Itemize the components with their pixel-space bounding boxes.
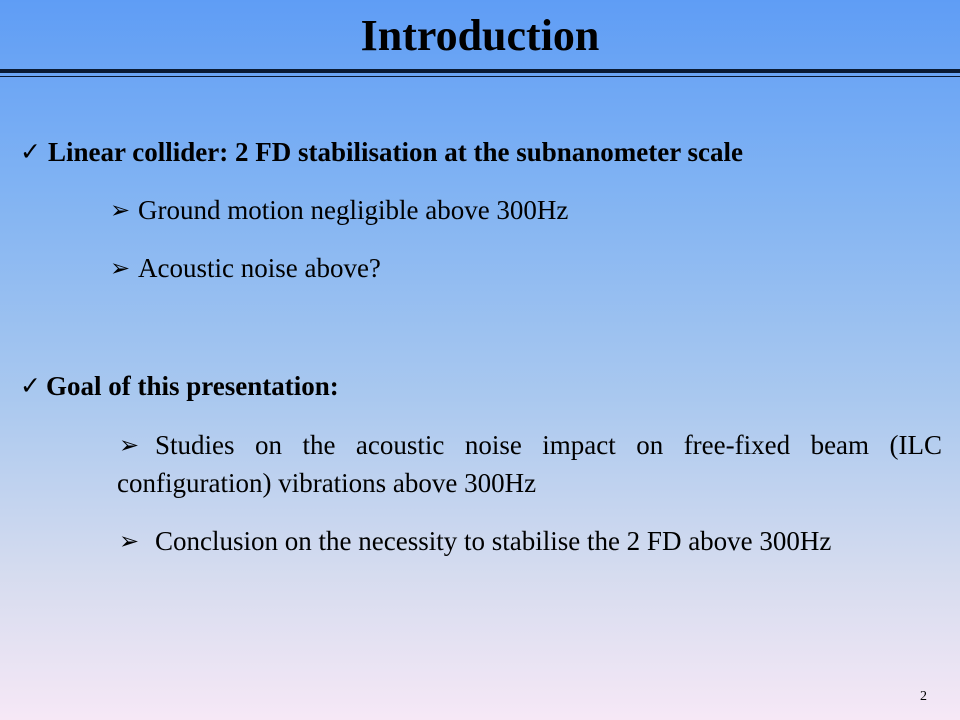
- bullet-goal: [20, 369, 339, 403]
- title-divider-thick: [0, 69, 960, 73]
- subbullet-ground-motion: [110, 193, 568, 227]
- arrow-icon: ➢: [110, 254, 131, 282]
- subbullet-acoustic-noise: [110, 251, 381, 285]
- title-divider-thin: [0, 76, 960, 77]
- check-icon: ✓: [20, 371, 41, 400]
- bullet-text: Linear collider: 2 FD stabilisation at the subnanometer scale: [48, 137, 743, 167]
- arrow-icon: ➢: [119, 527, 140, 555]
- arrow-icon: ➢: [110, 196, 131, 224]
- page-number: 2: [920, 689, 927, 704]
- subbullet-studies: [117, 426, 942, 502]
- bullet-linear-collider: [20, 135, 743, 169]
- subbullet-text: Studies on the acoustic noise impact on free-fixed beam (ILC configuration) vibrations above 300Hz: [117, 430, 942, 498]
- arrow-icon: ➢: [119, 431, 140, 459]
- bullet-text: Goal of this presentation:: [46, 371, 339, 401]
- check-icon: ✓: [20, 137, 41, 166]
- subbullet-conclusion: [117, 522, 877, 560]
- slide-title: Introduction: [360, 11, 600, 60]
- subbullet-text: Conclusion on the necessity to stabilise the 2 FD above 300Hz: [155, 526, 832, 556]
- subbullet-text: Ground motion negligible above 300Hz: [138, 195, 569, 225]
- subbullet-text: Acoustic noise above?: [138, 253, 381, 283]
